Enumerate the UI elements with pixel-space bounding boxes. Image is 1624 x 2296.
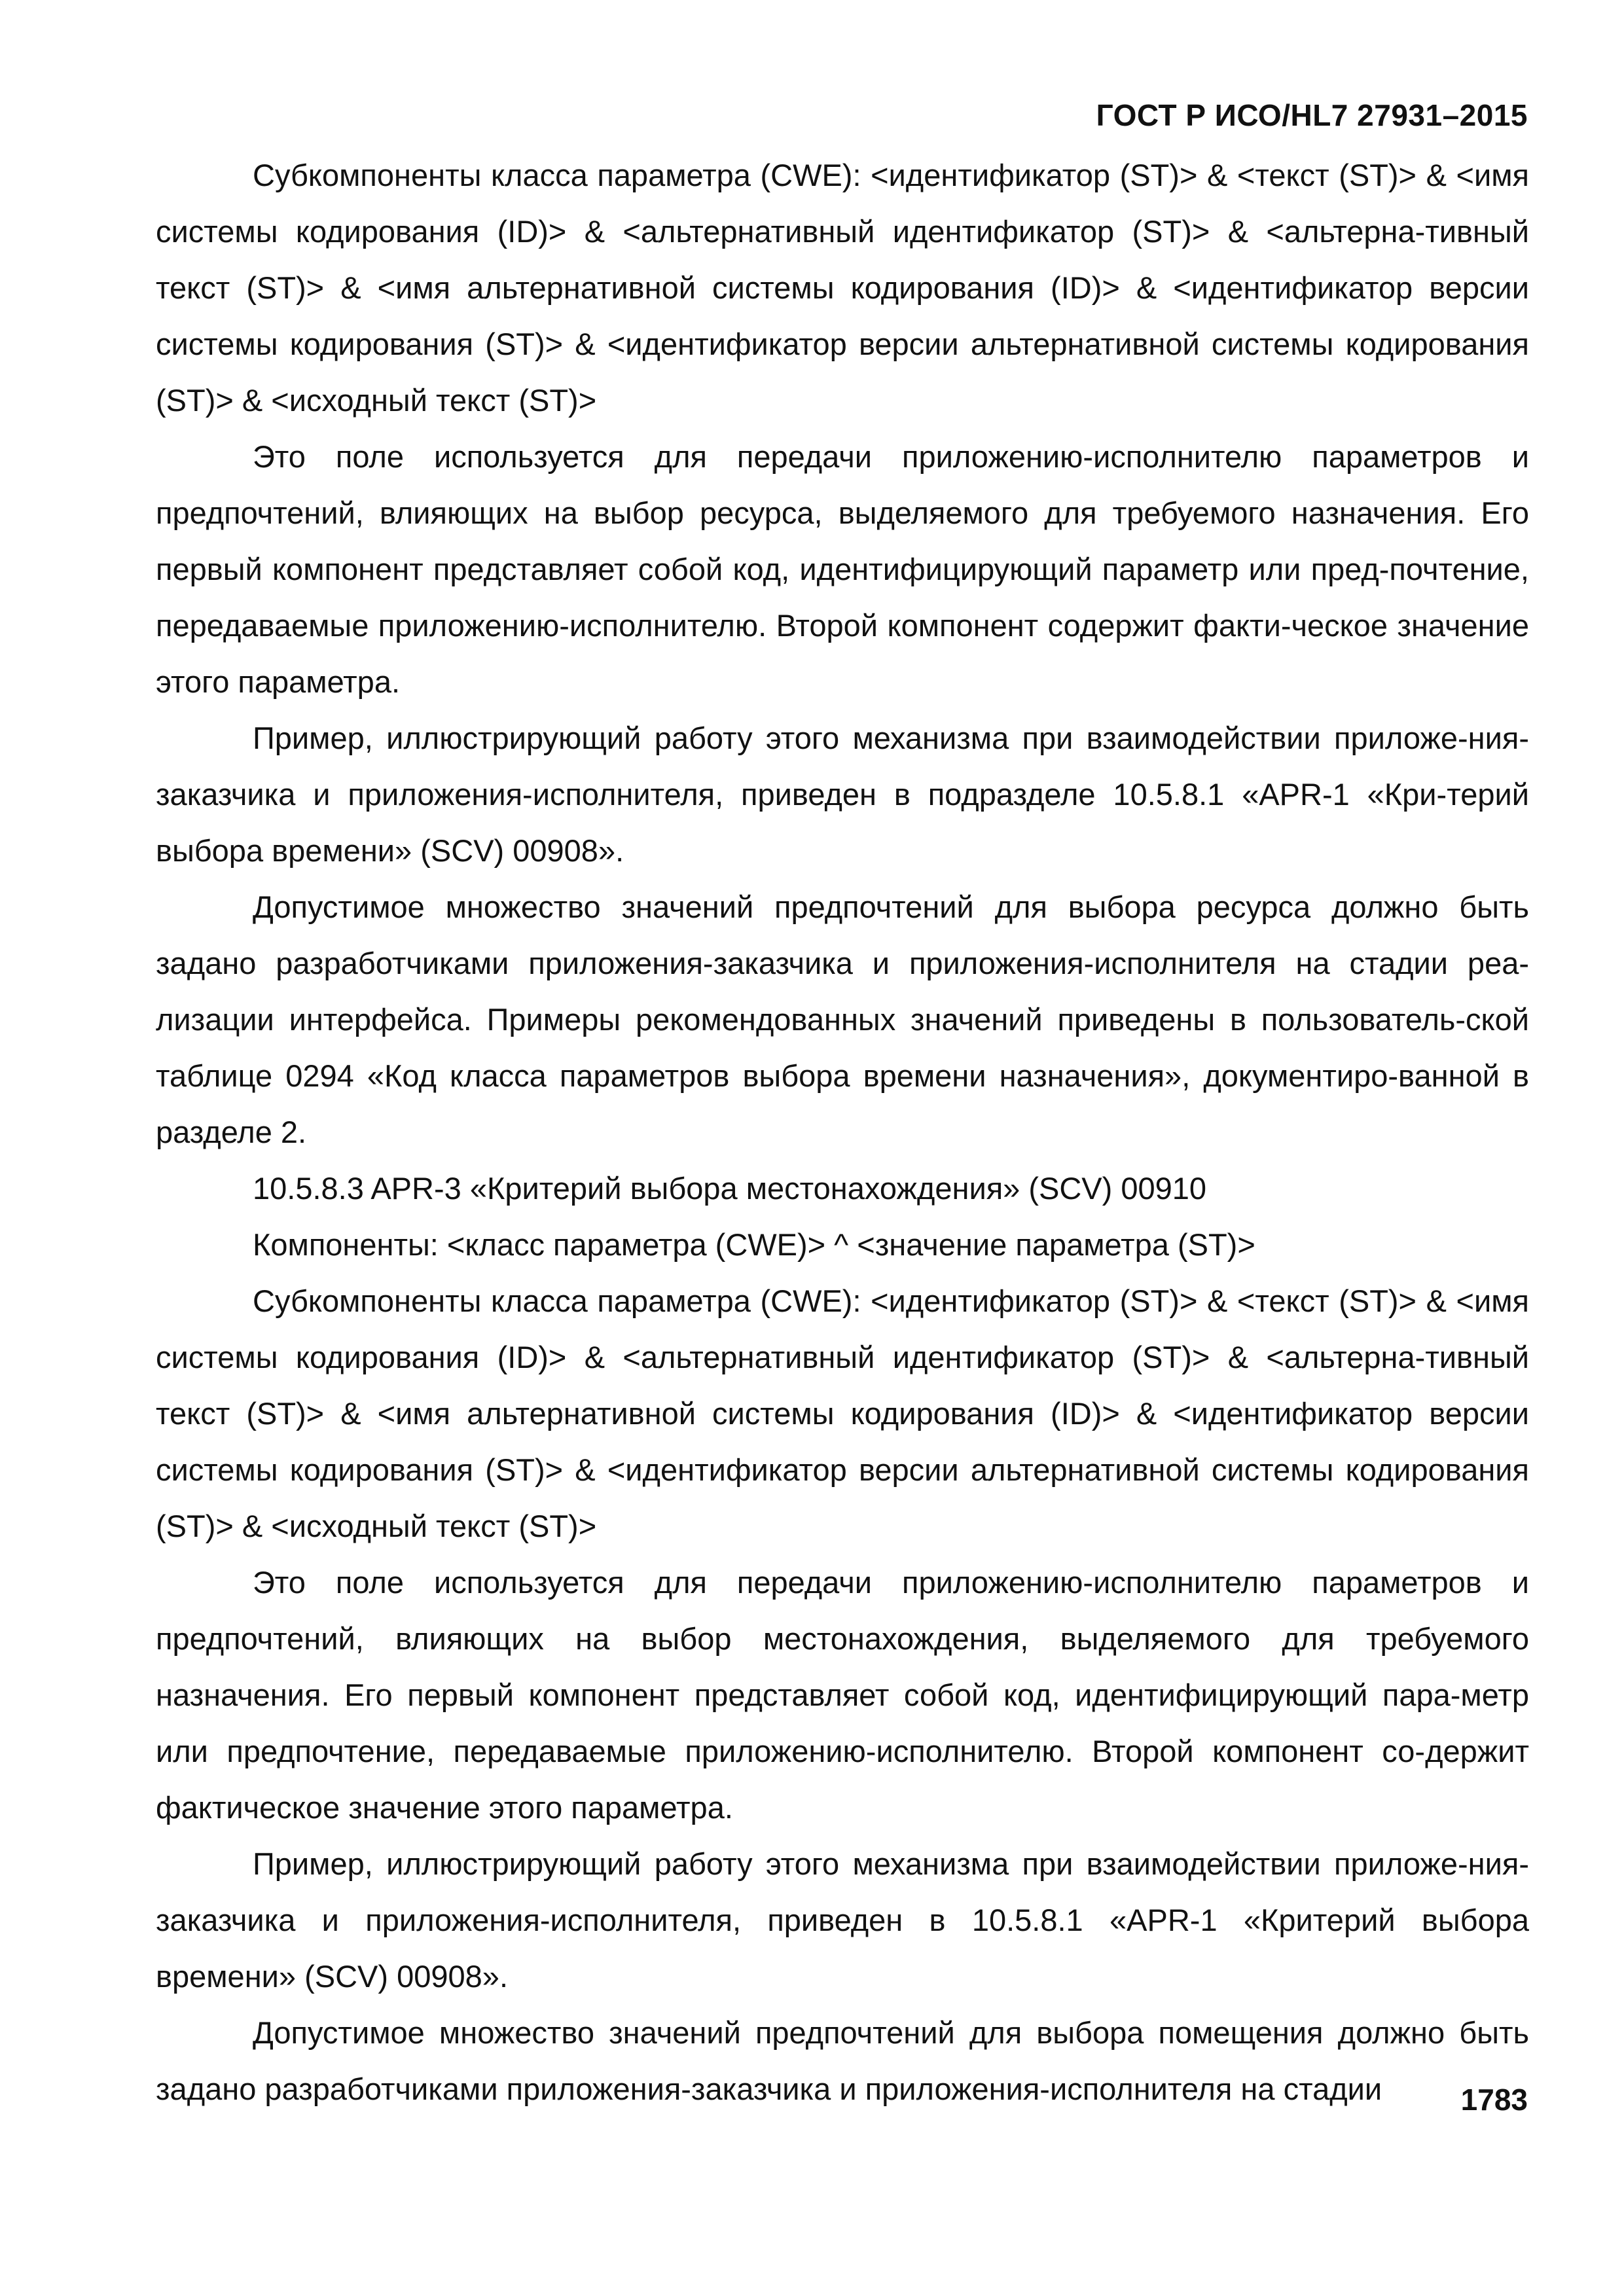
paragraph-field-usage-1: Это поле используется для передачи приложению-исполнителю параметров и предпочтений, влияющих на выбор ресурса, выделяемого для требуемого назначения. Его первый компонент представляет собой код, идентифицирующий параметр или пред-почтение, передаваемые приложению-исполнителю. Второй компонент содержит факти-ческое значение этого параметра. xyxy=(156,439,1529,699)
paragraph-allowed-values-2: Допустимое множество значений предпочтений для выбора помещения должно быть задано разработчиками приложения-заказчика и приложения-исполнителя на стадии xyxy=(156,2015,1529,2106)
paragraph-example-1: Пример, иллюстрирующий работу этого механизма при взаимодействии приложе-ния-заказчика и приложения-исполнителя, приведен в подразделе 10.5.8.1 «APR-1 «Кри-терий выбора времени» (SCV) 00908». xyxy=(156,721,1529,868)
paragraph-subcomponents-1: Субкомпоненты класса параметра (CWE): <идентификатор (ST)> & <текст (ST)> & <имя системы кодирования (ID)> & <альтернативный идентификатор (ST)> & <альтерна-тивный текст (ST)> & <имя альтернативной системы кодирования (ID)> & <идентификатор версии системы кодирования (ST)> & <идентификатор версии альтернативной системы кодирования (ST)> & <исходный текст (ST)> xyxy=(156,158,1529,418)
standard-header: ГОСТ Р ИСО/HL7 27931–2015 xyxy=(1096,98,1528,132)
page-number: 1783 xyxy=(1460,2083,1528,2117)
paragraph-example-2: Пример, иллюстрирующий работу этого механизма при взаимодействии приложе-ния-заказчика и приложения-исполнителя, приведен в 10.5.8.1 «APR-1 «Критерий выбора времени» (SCV) 00908». xyxy=(156,1846,1529,1994)
paragraph-subcomponents-2: Субкомпоненты класса параметра (CWE): <идентификатор (ST)> & <текст (ST)> & <имя системы кодирования (ID)> & <альтернативный идентификатор (ST)> & <альтерна-тивный текст (ST)> & <имя альтернативной системы кодирования (ID)> & <идентификатор версии системы кодирования (ST)> & <идентификатор версии альтернативной системы кодирования (ST)> & <исходный текст (ST)> xyxy=(156,1283,1529,1543)
paragraph-allowed-values-1: Допустимое множество значений предпочтений для выбора ресурса должно быть задано разработчиками приложения-заказчика и приложения-исполнителя на стадии реа-лизации интерфейса. Примеры рекомендованных значений приведены в пользователь-ской таблице 0294 «Код класса параметров выбора времени назначения», документиро-ванной в разделе 2. xyxy=(156,889,1529,1149)
section-heading-10-5-8-3: 10.5.8.3 APR-3 «Критерий выбора местонахождения» (SCV) 00910 xyxy=(253,1171,1207,1206)
paragraph-field-usage-2: Это поле используется для передачи приложению-исполнителю параметров и предпочтений, влияющих на выбор местонахождения, выделяемого для требуемого назначения. Его первый компонент представляет собой код, идентифицирующий пара-метр или предпочтение, передаваемые приложению-исполнителю. Второй компонент со-держит фактическое значение этого параметра. xyxy=(156,1565,1529,1825)
body-text xyxy=(156,147,1529,2117)
paragraph-components: Компоненты: <класс параметра (CWE)> ^ <значение параметра (ST)> xyxy=(253,1227,1255,1262)
